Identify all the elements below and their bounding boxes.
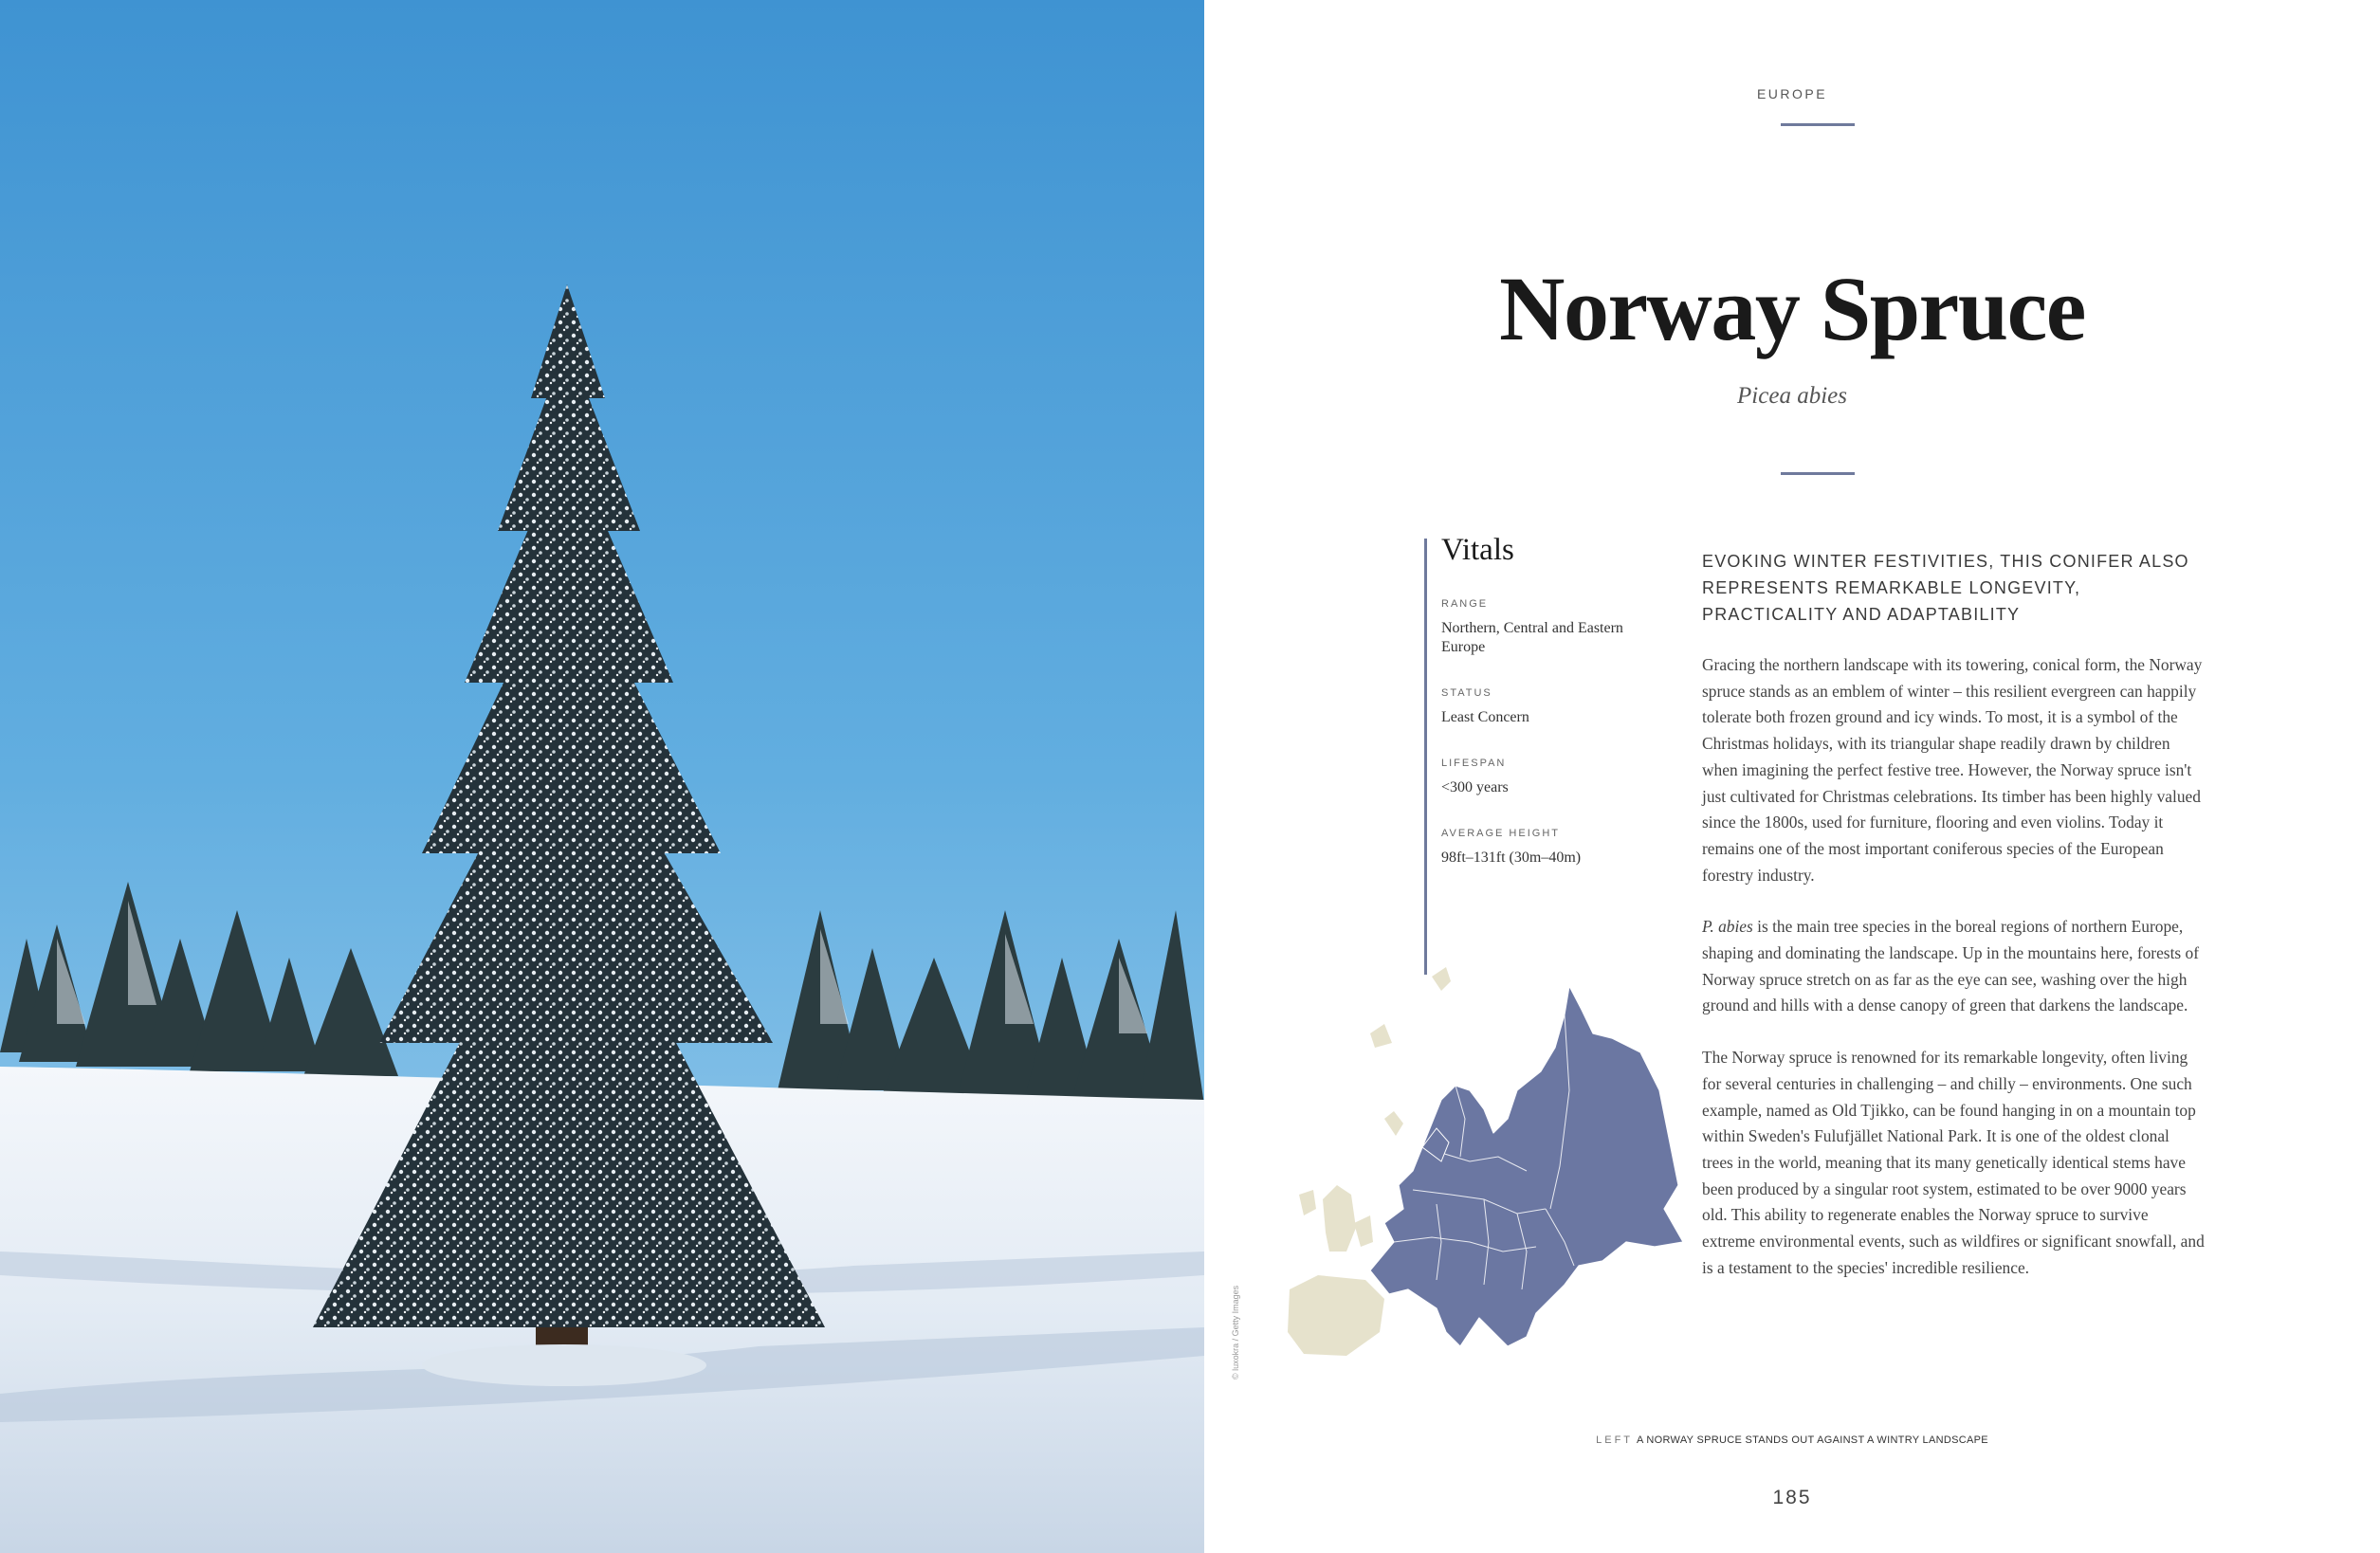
species-abbreviation: P. abies: [1702, 917, 1753, 937]
photo-caption: [1204, 1434, 2380, 1446]
text-page: [1204, 0, 2380, 1553]
vital-value: Northern, Central and Eastern Europe: [1441, 620, 1623, 655]
vital-value: Least Concern: [1441, 709, 1529, 725]
vitals-heading: Vitals: [1441, 533, 1514, 567]
vital-range: [1441, 598, 1669, 657]
title-rule: [1781, 472, 1855, 475]
vital-label: LIFESPAN: [1441, 758, 1507, 769]
body-paragraph: The Norway spruce is renowned for its remarkable longevity, often living for several centuries in challenging – and chilly – environments. One such example, named as Old Tjikko, can be found hanging in on a mountain top within Sweden's Fulufjället National Park. It is one of the oldest clonal trees in the world, meaning that its many genetically identical stems have been produced by a singular root system, estimated to be over 9000 years old. This ability to regenerate enables the Norway spruce to survive extreme environmental events, such as wildfires or significant snowfall, and is a testament to the species' incredible resilience.: [1702, 1048, 2205, 1277]
caption-key: LEFT: [1596, 1434, 1634, 1446]
body-paragraph: Gracing the northern landscape with its towering, conical form, the Norway spruce stands as an emblem of winter – this resilient evergreen can happily tolerate both frozen ground and icy winds. To most, it is a symbol of the Christmas holidays, with its triangular shape readily drawn by children when imagining the perfect festive tree. However, the Norway spruce isn't just cultivated for Christmas celebrations. Its timber has been highly valued since the 1800s, used for furniture, flooring and even violins. Today it remains one of the most important coniferous species of the European forestry industry.: [1702, 655, 2203, 885]
vitals-panel: [1441, 533, 1669, 898]
body-text: [1702, 652, 2205, 1306]
photo-credit: © luxokra / Getty Images: [1231, 1285, 1240, 1379]
page-number: 185: [1772, 1487, 1812, 1508]
lead-paragraph: EVOKING WINTER FESTIVITIES, THIS CONIFER ALSO REPRESENTS REMARKABLE LONGEVITY, PRACTICALITY AND ADAPTABILITY: [1702, 552, 2189, 624]
vital-status: [1441, 687, 1669, 727]
top-rule: [1781, 123, 1855, 126]
europe-range-map-icon: [1280, 958, 1697, 1394]
vitals-accent-bar: [1424, 539, 1427, 975]
vital-value: 98ft–131ft (30m–40m): [1441, 850, 1582, 866]
vital-height: [1441, 828, 1669, 868]
vital-value: <300 years: [1441, 779, 1509, 795]
body-paragraph: [1702, 914, 2205, 1019]
region-label: EUROPE: [1756, 86, 1828, 101]
page-title: Norway Spruce: [1499, 258, 2085, 359]
vital-lifespan: [1441, 758, 1669, 797]
vital-label: STATUS: [1441, 687, 1492, 699]
vital-label: AVERAGE HEIGHT: [1441, 828, 1560, 839]
caption-text: A NORWAY SPRUCE STANDS OUT AGAINST A WINTRY LANDSCAPE: [1637, 1434, 1988, 1446]
body-paragraph-text: is the main tree species in the boreal regions of northern Europe, shaping and dominating the landscape. Up in the mountains here, forests of Norway spruce stretch on as far as the eye can see, washing over the high ground and hills with a dense canopy of green that darkens the landscape.: [1702, 917, 2200, 1015]
europe-range-map: [1280, 958, 1697, 1394]
vital-label: RANGE: [1441, 598, 1489, 610]
scientific-name: Picea abies: [1737, 383, 1847, 409]
